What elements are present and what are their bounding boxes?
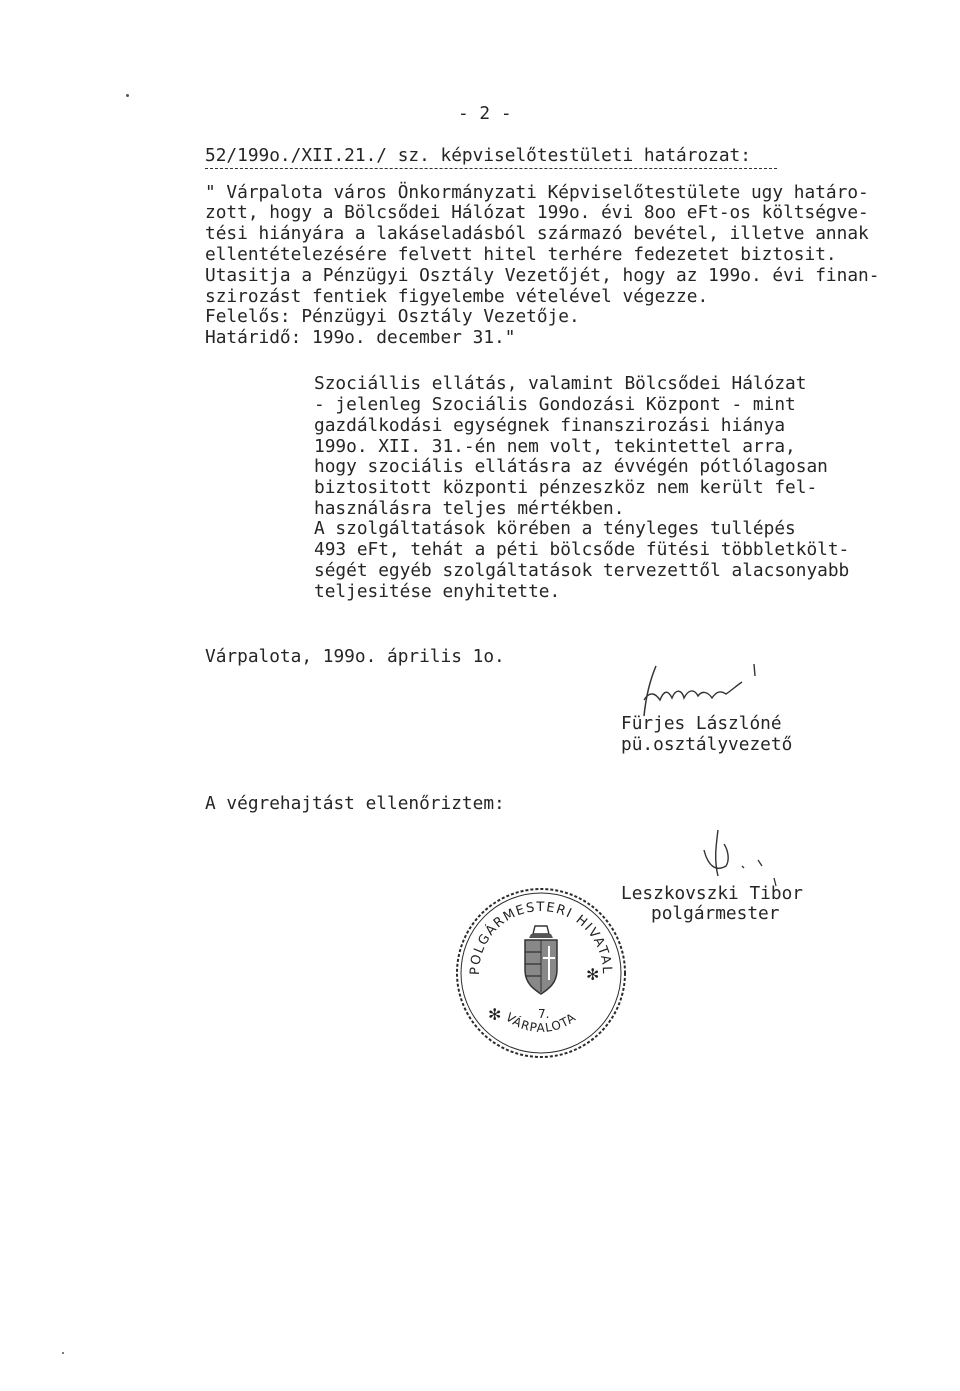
- resolution-line: Határidő: 199o. december 31.": [205, 327, 516, 348]
- explanation-line: biztositott központi pénzeszköz nem került fel-: [314, 477, 818, 498]
- handwritten-signature-2: [690, 826, 800, 890]
- resolution-line: Felelős: Pénzügyi Osztály Vezetője.: [205, 306, 580, 327]
- resolution-line: zott, hogy a Bölcsődei Hálózat 199o. évi 8oo eFt-os költségve-: [205, 202, 869, 223]
- coat-of-arms-icon: [525, 926, 557, 994]
- resolution-line: tési hiányára a lakáseladásból származó bevétel, illetve annak: [205, 223, 869, 244]
- page-number: - 2 -: [458, 103, 512, 124]
- explanation-line: gazdálkodási egységnek finanszirozási hiánya: [314, 415, 786, 436]
- resolution-line: Utasitja a Pénzügyi Osztály Vezetőjét, hogy az 199o. évi finan-: [205, 265, 880, 286]
- explanation-line: - jelenleg Szociális Gondozási Központ - mint: [314, 394, 796, 415]
- explanation-line: A szolgáltatások körében a tényleges tullépés: [314, 518, 796, 539]
- explanation-line: ségét egyéb szolgáltatások tervezettől alacsonyabb: [314, 560, 850, 581]
- resolution-line: " Várpalota város Önkormányzati Képviselőtestülete ugy határo-: [205, 182, 869, 203]
- official-seal: [452, 884, 630, 1062]
- scan-speck: [126, 94, 129, 97]
- explanation-line: 493 eFt, tehát a péti bölcsőde fütési többletkölt-: [314, 539, 850, 560]
- signatory-2-name: Leszkovszki Tibor: [621, 883, 803, 904]
- scan-speck: [62, 1352, 64, 1354]
- heading-underline: [205, 168, 777, 169]
- seal-right-star-icon: ✻: [586, 965, 600, 984]
- seal-left-star-icon: ✻: [488, 1005, 502, 1024]
- seal-bottom-text: VÁRPALOTA: [503, 1010, 579, 1035]
- resolution-heading: 52/199o./XII.21./ sz. képviselőtestületi határozat:: [205, 145, 751, 166]
- resolution-line: ellentételezésére felvett hitel terhére fedezetet biztosit.: [205, 244, 837, 265]
- explanation-line: teljesitése enyhitette.: [314, 581, 561, 602]
- seal-top-text: POLGÁRMESTERI HIVATAL: [467, 900, 615, 976]
- seal-number: 7.: [538, 1007, 550, 1021]
- signatory-1-name: Fürjes Lászlóné: [621, 713, 782, 734]
- place-date: Várpalota, 199o. április 1o.: [205, 646, 505, 667]
- handwritten-signature-1: [616, 660, 786, 720]
- explanation-line: használásra teljes mértékben.: [314, 498, 625, 519]
- explanation-line: Szociállis ellátás, valamint Bölcsődei Hálózat: [314, 373, 807, 394]
- signatory-1-title: pü.osztályvezető: [621, 734, 793, 755]
- verification-label: A végrehajtást ellenőriztem:: [205, 793, 505, 814]
- explanation-line: 199o. XII. 31.-én nem volt, tekintettel arra,: [314, 436, 796, 457]
- resolution-line: szirozást fentiek figyelembe vételével végezze.: [205, 286, 709, 307]
- signatory-2-title: polgármester: [651, 903, 780, 924]
- explanation-line: hogy szociális ellátásra az évvégén pótlólagosan: [314, 456, 828, 477]
